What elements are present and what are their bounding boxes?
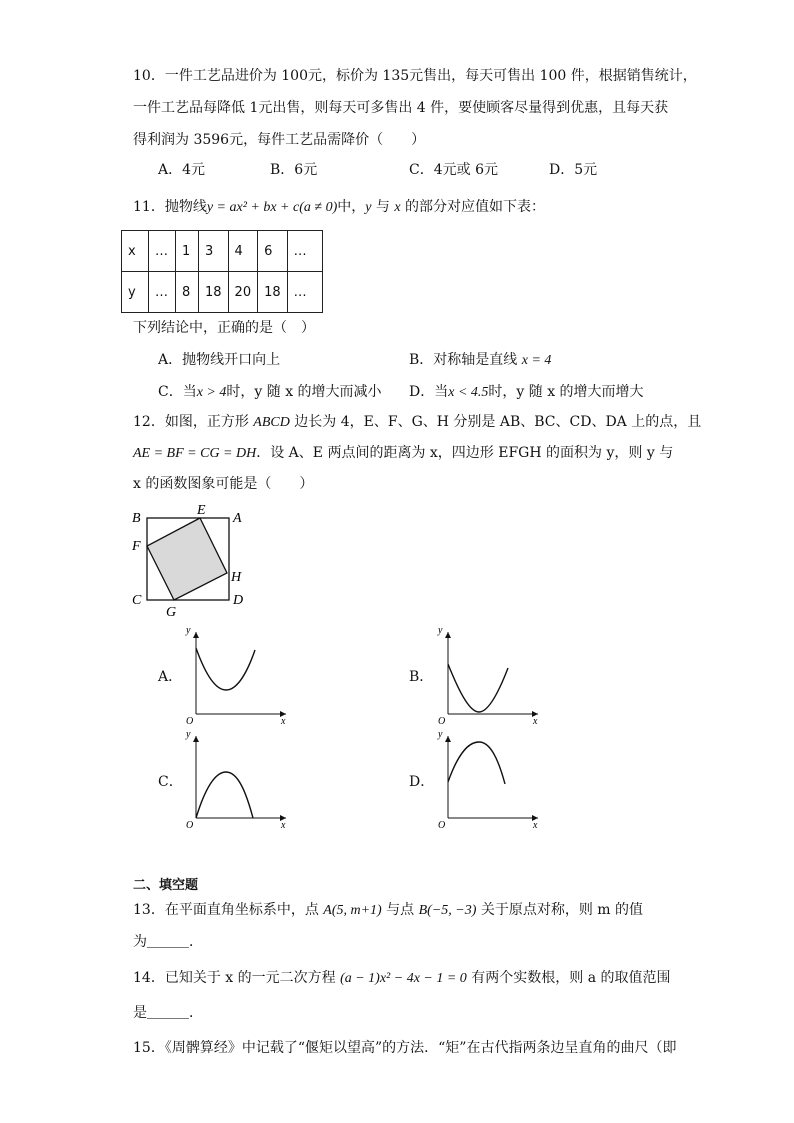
table-cell: … — [287, 272, 322, 313]
label-c: C — [132, 593, 142, 608]
table-cell: … — [287, 231, 322, 272]
table-cell: 18 — [199, 272, 229, 313]
q11-stem-pre: 11．抛物线 — [133, 199, 207, 215]
table-row-y — [122, 272, 323, 313]
table-cell: 4 — [228, 231, 258, 272]
quadrilateral-efgh — [147, 518, 227, 600]
table-cell: 6 — [258, 231, 288, 272]
q12-square-figure — [128, 500, 258, 620]
axis-x-label: x — [533, 716, 538, 726]
curve-a — [196, 648, 255, 690]
q14-post: 有两个实数根，则 a 的取值范围 — [466, 970, 671, 986]
q12-option-c[interactable]: C． — [158, 774, 183, 790]
q11-value-table — [121, 230, 323, 313]
table-cell: x — [122, 231, 149, 272]
q11-option-b[interactable] — [409, 350, 551, 371]
q12-line2-post: ．设 A、E 两点间的距离为 x，四边形 EFGH 的面积为 y，则 y 与 — [256, 445, 674, 461]
q12-option-d[interactable]: D． — [409, 774, 435, 790]
q11-stem — [133, 197, 545, 218]
q14-line2[interactable]: 是＿＿＿． — [133, 1005, 203, 1021]
label-d: D — [233, 593, 244, 608]
origin-label: O — [186, 716, 194, 726]
q11-option-d-pre: D．当 — [409, 384, 449, 400]
axis-x-label: x — [281, 716, 286, 726]
axis-y-label: y — [438, 625, 443, 636]
label-b: B — [132, 511, 141, 526]
q10-option-b[interactable]: B．6元 — [270, 162, 318, 178]
label-e: E — [197, 503, 206, 518]
q15-line1: 15．《周髀算经》中记载了“偃矩以望高”的方法．“矩”在古代指两条边呈直角的曲尺（即 — [133, 1040, 677, 1056]
q10-line3: 得利润为 3596元，每件工艺品需降价（ ） — [133, 132, 426, 148]
table-cell: 1 — [176, 231, 199, 272]
q11-option-a[interactable]: A．抛物线开口向上 — [158, 352, 281, 368]
q13-point-b: B(−5, −3) — [418, 903, 477, 918]
label-f: F — [132, 539, 141, 554]
label-a: A — [233, 511, 242, 526]
q11-option-c-formula: x > 4 — [196, 385, 227, 400]
q14-line1 — [133, 968, 671, 989]
axis-y-label: y — [186, 625, 191, 636]
q11-option-b-text: B．对称轴是直线 — [409, 352, 518, 368]
axis-x-label: x — [533, 820, 538, 830]
q10-line1: 10．一件工艺品进价为 100元，标价为 135元售出，每天可售出 100 件，根据销售统计， — [133, 68, 697, 84]
table-cell: … — [149, 231, 176, 272]
q11-formula: y = ax² + bx + c(a ≠ 0) — [206, 200, 338, 215]
q10-option-a[interactable]: A．4元 — [158, 162, 206, 178]
q14-pre: 14．已知关于 x 的一元二次方程 — [133, 970, 341, 986]
q12-graph-b[interactable] — [432, 624, 544, 726]
q11-option-d-formula: x < 4.5 — [448, 385, 489, 400]
q13-line2[interactable]: 为＿＿＿． — [133, 934, 203, 950]
q12-line1 — [133, 412, 701, 433]
origin-label: O — [438, 820, 446, 830]
table-cell: 18 — [258, 272, 288, 313]
q11-conclusion: 下列结论中，正确的是（ ） — [133, 320, 315, 336]
q12-graph-a[interactable] — [180, 624, 292, 726]
q11-var-y: y — [365, 200, 372, 215]
q12-square-name: ABCD — [253, 415, 290, 430]
curve-c — [196, 772, 253, 818]
q13-post: 关于原点对称，则 m 的值 — [476, 902, 644, 918]
table-row-x — [122, 231, 323, 272]
q13-mid: 与点 — [381, 902, 419, 918]
q12-graph-d[interactable] — [432, 728, 544, 830]
q11-option-c[interactable] — [158, 382, 382, 403]
q12-option-a[interactable]: A． — [158, 669, 183, 685]
axis-y-label: y — [186, 729, 191, 740]
q13-point-a: A(5, m+1) — [323, 903, 382, 918]
q12-condition: AE = BF = CG = DH — [133, 446, 257, 461]
q11-var-x: x — [394, 200, 401, 215]
table-cell: … — [149, 272, 176, 313]
q12-line1-pre: 12．如图，正方形 — [133, 414, 254, 430]
q11-stem-mid: 中， — [337, 199, 366, 215]
q12-line1-post: 边长为 4，E、F、G、H 分别是 AB、BC、CD、DA 上的点，且 — [289, 414, 702, 430]
q11-option-c-pre: C．当 — [158, 384, 197, 400]
table-cell: 20 — [228, 272, 258, 313]
q14-equation: (a − 1)x² − 4x − 1 = 0 — [340, 971, 467, 986]
curve-b — [448, 664, 508, 712]
q10-line2: 一件工艺品每降低 1元出售，则每天可多售出 4 件，要使顾客尽量得到优惠，且每天获 — [133, 100, 669, 116]
label-h: H — [231, 570, 242, 585]
axis-x-label: x — [281, 820, 286, 830]
q11-stem-post: 的部分对应值如下表： — [400, 199, 546, 215]
q12-option-b[interactable]: B． — [409, 669, 434, 685]
q10-option-c[interactable]: C．4元或 6元 — [409, 162, 498, 178]
q11-option-d-post: 时，y 随 x 的增大而增大 — [488, 384, 644, 400]
curve-d — [448, 742, 505, 784]
axis-y-label: y — [438, 729, 443, 740]
q11-option-d[interactable] — [409, 382, 644, 403]
q11-option-c-post: 时，y 随 x 的增大而减小 — [226, 384, 382, 400]
origin-label: O — [186, 820, 194, 830]
q13-line1 — [133, 900, 643, 921]
q12-line2 — [133, 443, 673, 464]
table-cell: y — [122, 272, 149, 313]
table-cell: 8 — [176, 272, 199, 313]
table-cell: 3 — [199, 231, 229, 272]
q12-line3: x 的函数图象可能是（ ） — [133, 476, 314, 492]
section-title-fill-in: 二、填空题 — [133, 878, 199, 893]
q13-pre: 13．在平面直角坐标系中，点 — [133, 902, 324, 918]
q11-option-b-formula: x = 4 — [521, 353, 552, 368]
q12-graph-c[interactable] — [180, 728, 292, 830]
label-g: G — [166, 605, 177, 620]
q10-option-d[interactable]: D．5元 — [549, 162, 598, 178]
origin-label: O — [438, 716, 446, 726]
q11-stem-mid2: 与 — [371, 199, 395, 215]
